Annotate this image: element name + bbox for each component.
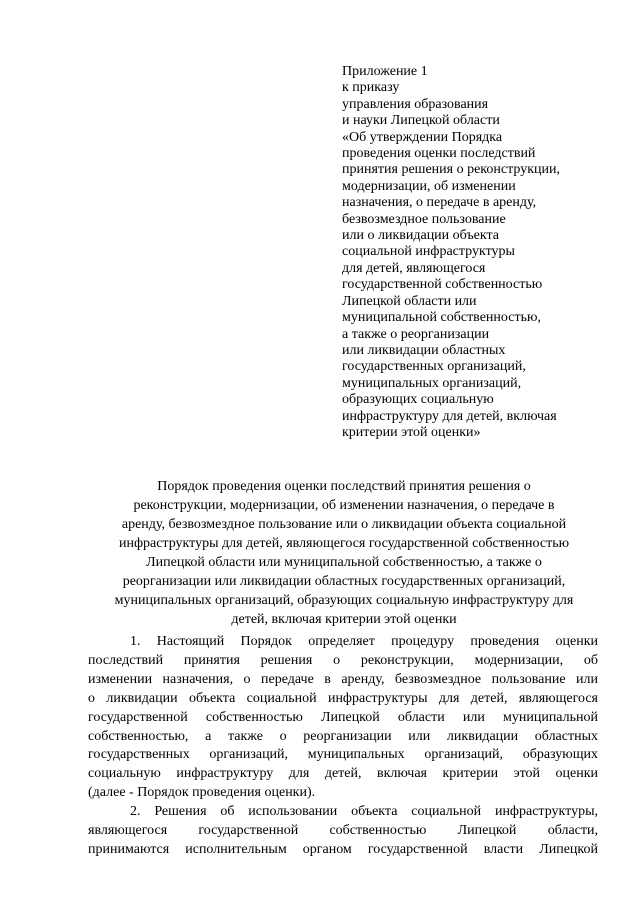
paragraph-2 — [88, 803, 598, 860]
paragraph-line: государственных организаций, муниципальных организаций, образующих — [88, 747, 598, 763]
appendix-line: или ликвидации областных — [342, 342, 506, 358]
appendix-line: принятия решения о реконструкции, — [342, 162, 560, 178]
appendix-line: модернизации, об изменении — [342, 178, 516, 194]
paragraph-line: государственной собственностью Липецкой области или муниципальной — [88, 709, 598, 725]
title-line: детей, включая критерии этой оценки — [231, 612, 457, 627]
title-line: Порядок проведения оценки последствий принятия решения о — [157, 479, 531, 494]
document-title — [88, 477, 600, 629]
appendix-line: критерии этой оценки» — [342, 424, 481, 440]
title-line: аренду, безвозмездное пользование или о ликвидации объекта социальной — [121, 517, 567, 532]
paragraph-line: 2. Решения об использовании объекта социальной инфраструктуры, — [130, 804, 598, 820]
title-line: муниципальных организаций, образующих социальную инфраструктуру для — [114, 593, 574, 608]
appendix-line: назначения, о передаче в аренду, — [342, 195, 537, 211]
appendix-line: образующих социальную — [342, 392, 494, 408]
appendix-line: инфраструктуру для детей, включая — [342, 408, 557, 424]
appendix-line: управления образования — [342, 96, 489, 112]
appendix-line: муниципальных организаций, — [342, 375, 522, 391]
appendix-line: или о ликвидации объекта — [342, 228, 500, 244]
appendix-header — [342, 64, 622, 441]
appendix-line: Приложение 1 — [342, 64, 428, 79]
paragraph-line: социальную инфраструктуру для детей, включая критерии этой оценки — [88, 766, 598, 782]
paragraph-line: о ликвидации объекта социальной инфраструктуры для детей, являющегося — [88, 690, 598, 706]
appendix-line: проведения оценки последствий — [342, 146, 536, 162]
appendix-line: «Об утверждении Порядка — [342, 129, 503, 145]
paragraph-line: являющегося государственной собственностью Липецкой области, — [88, 823, 598, 839]
paragraph-line: 1. Настоящий Порядок определяет процедуру проведения оценки — [130, 634, 598, 649]
appendix-line: и науки Липецкой области — [342, 113, 500, 129]
title-line: инфраструктуры для детей, являющегося государственной собственностью — [118, 536, 570, 551]
title-line: Липецкой области или муниципальной собственностью, а также о — [146, 555, 542, 570]
paragraph-line: собственностью, а также о реорганизации или ликвидации областных — [88, 728, 598, 744]
appendix-line: государственных организаций, — [342, 359, 526, 375]
paragraph-1 — [88, 633, 598, 803]
appendix-line: муниципальной собственностью, — [342, 310, 541, 326]
paragraph-line: изменении назначения, о передаче в аренду, безвозмездное пользование или — [88, 671, 598, 687]
title-line: реконструкции, модернизации, об изменении назначения, о передаче в — [133, 498, 555, 513]
paragraph-line: (далее - Порядок проведения оценки). — [88, 785, 316, 801]
document-body — [88, 633, 598, 860]
appendix-line: к приказу — [342, 80, 400, 96]
title-line: реорганизации или ликвидации областных государственных организаций, — [122, 574, 566, 589]
appendix-line: Липецкой области или — [342, 293, 477, 309]
paragraph-line: последствий принятия решения о реконструкции, модернизации, об — [88, 652, 598, 668]
appendix-line: государственной собственностью — [342, 277, 543, 293]
appendix-line: для детей, являющегося — [342, 260, 486, 276]
appendix-line: социальной инфраструктуры — [342, 244, 515, 260]
paragraph-line: принимаются исполнительным органом государственной власти Липецкой — [88, 841, 598, 857]
appendix-line: безвозмездное пользование — [342, 211, 506, 227]
appendix-line: а также о реорганизации — [342, 326, 490, 342]
